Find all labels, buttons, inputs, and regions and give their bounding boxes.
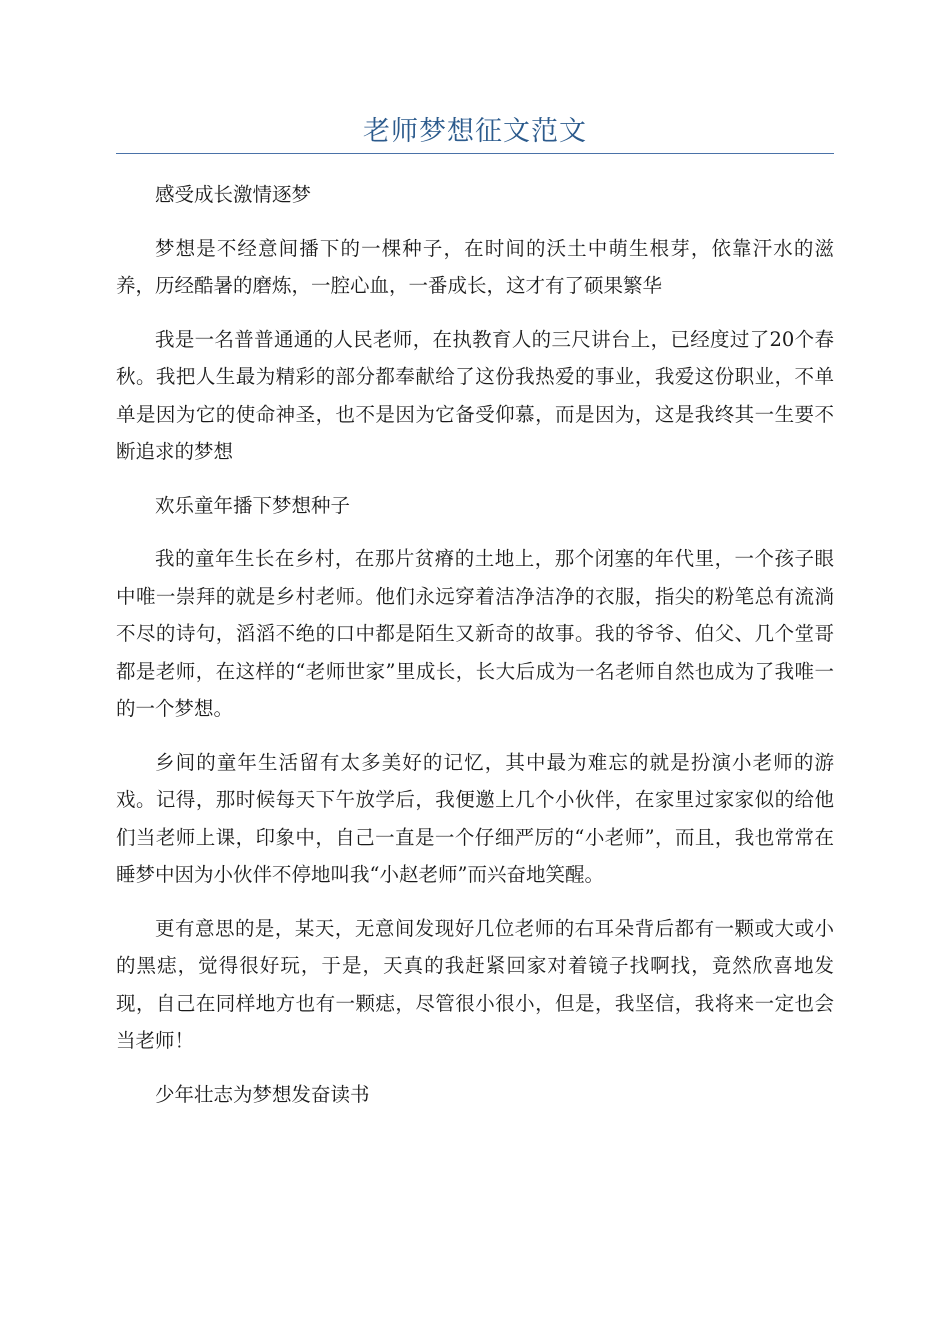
paragraph: 乡间的童年生活留有太多美好的记忆，其中最为难忘的就是扮演小老师的游戏。记得，那时候每天下午放学后，我便邀上几个小伙伴，在家里过家家似的给他们当老师上课，印象中，自己一直是一个仔细严厉的“小老师”，而且，我也常常在睡梦中因为小伙伴不停地叫我“小赵老师”而兴奋地笑醒。 [116, 750, 834, 886]
paragraph: 我的童年生长在乡村，在那片贫瘠的土地上，那个闭塞的年代里，一个孩子眼中唯一崇拜的就是乡村老师。他们永远穿着洁净洁净的衣服，指尖的粉笔总有流淌不尽的诗句，滔滔不绝的口中都是陌生又新奇的故事。我的爷爷、伯父、几个堂哥都是老师，在这样的“老师世家”里成长，长大后成为一名老师自然也成为了我唯一的一个梦想。 [116, 547, 834, 720]
document-title: 老师梦想征文范文 [363, 116, 587, 147]
paragraph: 梦想是不经意间播下的一棵种子，在时间的沃土中萌生根芽，依靠汗水的滋养，历经酷暑的磨炼，一腔心血，一番成长，这才有了硕果繁华 [116, 236, 834, 297]
paragraph: 更有意思的是，某天，无意间发现好几位老师的右耳朵背后都有一颗或大或小的黑痣，觉得很好玩，于是，天真的我赶紧回家对着镜子找啊找，竟然欣喜地发现，自己在同样地方也有一颗痣，尽管很小很小，但是，我坚信，我将来一定也会当老师！ [116, 916, 834, 1052]
paragraph: 我是一名普普通通的人民老师，在执教育人的三尺讲台上，已经度过了20个春秋。我把人生最为精彩的部分都奉献给了这份我热爱的事业，我爱这份职业，不单单是因为它的使命神圣，也不是因为它备受仰慕，而是因为，这是我终其一生要不断追求的梦想 [116, 327, 834, 463]
document-body [116, 176, 834, 1129]
section-heading: 欢乐童年播下梦想种子 [155, 493, 351, 517]
section-heading: 感受成长激情逐梦 [155, 183, 312, 206]
section-heading: 少年壮志为梦想发奋读书 [155, 1082, 370, 1106]
title-underline [116, 153, 834, 154]
